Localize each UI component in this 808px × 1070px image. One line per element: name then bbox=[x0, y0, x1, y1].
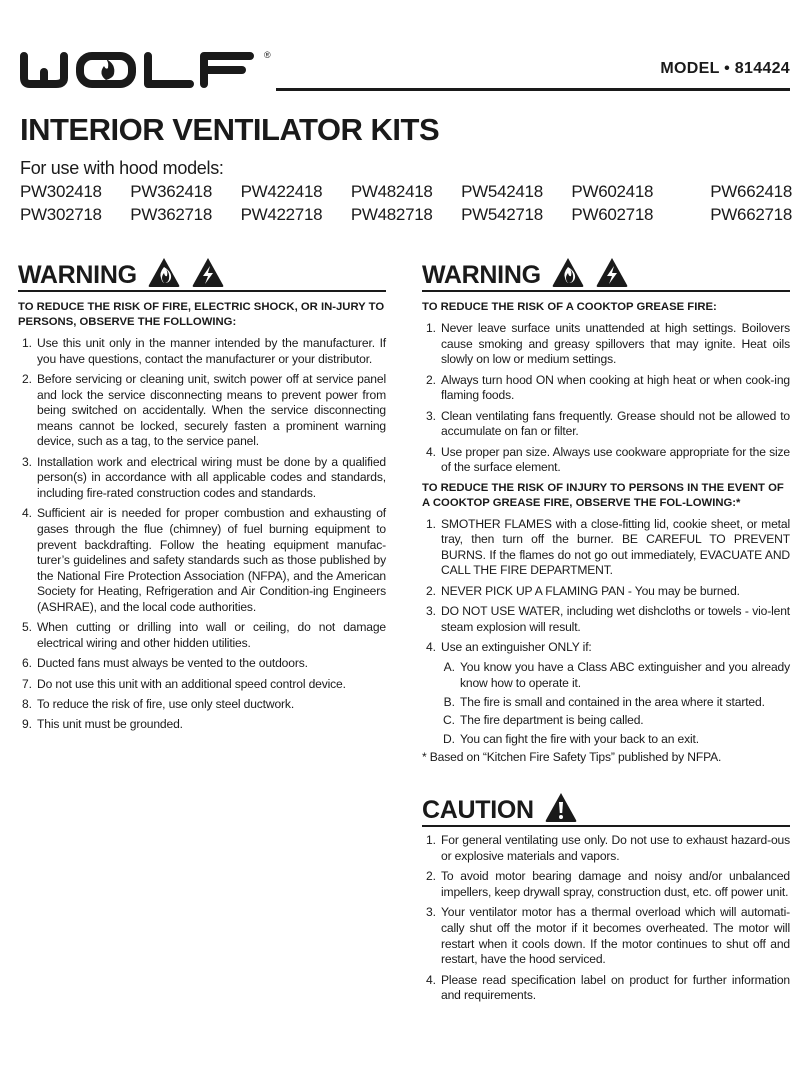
electric-shock-icon bbox=[595, 256, 629, 288]
list-item: 1. For general ventilating use only. Do not use to exhaust hazard-ous or explosive materials and vapors. bbox=[439, 833, 790, 864]
list-item: 4. Use proper pan size. Always use cookware appropriate for the size of the surface element. bbox=[439, 445, 790, 476]
list-item: 3. DO NOT USE WATER, including wet dishcloths or towels - vio-lent steam explosion will result. bbox=[439, 604, 790, 635]
model-code: PW542718 bbox=[461, 205, 543, 224]
warning-header bbox=[18, 258, 386, 292]
list-item: 1. SMOTHER FLAMES with a close-fitting lid, cookie sheet, or metal tray, then turn off the burner. BE CAREFUL TO PREVENT BURNS. If the flames do not go out immediately, EVACUATE AND CALL THE FIRE DEPARTMENT. bbox=[439, 517, 790, 579]
model-code: PW662418 bbox=[710, 182, 792, 201]
header-rule bbox=[276, 88, 790, 91]
list-item: 4. Sufficient air is needed for proper combustion and exhausting of gases through the flue (chimney) of fuel burning equipment to prevent backdrafting. Follow the heating equipment manufac-turer’s guidelines and safety standards such as those published by the National Fire Protection Association (NFPA), and the American Society for Heating, Refrigeration and Air Condition-ing Engineers (ASHRAE), and the local code authorities. bbox=[35, 506, 386, 615]
model-code: PW422418 bbox=[240, 182, 323, 201]
list-item: 2. Always turn hood ON when cooking at high heat or when cook-ing flaming foods. bbox=[439, 373, 790, 404]
list-item: 3. Your ventilator motor has a thermal overload which will automati-cally shut off the motor if it becomes overheated. The motor will restart when it cools down. If the motor continues to shut off and restart, have the hood serviced. bbox=[439, 905, 790, 967]
list-item: 3. Installation work and electrical wiring must be done by a qualified person(s) in accordance with all applicable codes and standards, including fire-rated construction codes and standards. bbox=[35, 455, 386, 502]
list-item: C. The fire department is being called. bbox=[458, 713, 790, 729]
model-code: PW662718 bbox=[710, 205, 792, 224]
list-item: 1. Never leave surface units unattended at high settings. Boilovers cause smoking and greasy spillovers that may ignite. Heat oils slowly on low or medium settings. bbox=[439, 321, 790, 368]
list-item: 1. Use this unit only in the manner intended by the manufacturer. If you have questions, contact the manufacturer or your distributor. bbox=[35, 336, 386, 367]
list-item: 4. Please read specification label on product for further information and requirements. bbox=[439, 973, 790, 1004]
electric-shock-icon bbox=[191, 256, 225, 288]
warning-subhead: TO REDUCE THE RISK OF FIRE, ELECTRIC SHOCK, OR IN-JURY TO PERSONS, OBSERVE THE FOLLOWING: bbox=[18, 301, 385, 328]
page-title: INTERIOR VENTILATOR KITS bbox=[20, 112, 440, 147]
model-grid bbox=[20, 180, 792, 226]
caution-header bbox=[422, 793, 790, 827]
list-item: 3. Clean ventilating fans frequently. Grease should not be allowed to accumulate on fan or filter. bbox=[439, 409, 790, 440]
for-use-label: For use with hood models: bbox=[20, 158, 224, 178]
warning-title-right: WARNING bbox=[422, 261, 541, 289]
fire-hazard-icon bbox=[147, 256, 181, 288]
list-item: 9. This unit must be grounded. bbox=[35, 717, 386, 733]
caution-exclamation-icon bbox=[544, 791, 578, 823]
model-code: PW602718 bbox=[571, 205, 654, 224]
model-code: PW302418 bbox=[20, 182, 102, 201]
list-item: 8. To reduce the risk of fire, use only steel ductwork. bbox=[35, 697, 386, 713]
list-item: 2. To avoid motor bearing damage and noisy and/or unbalanced impellers, keep drywall spray, construction dust, etc. off power unit. bbox=[439, 869, 790, 900]
header bbox=[18, 46, 790, 94]
wolf-logo bbox=[18, 50, 258, 90]
registered-mark: ® bbox=[264, 50, 271, 60]
model-code: PW302718 bbox=[20, 205, 102, 224]
list-item: 2. Before servicing or cleaning unit, switch power off at service panel and lock the service disconnecting means to prevent power from being switched on accidentally. When the service disconnecting means cannot be locked, securely fasten a prominent warning device, such as a tag, to the service panel. bbox=[35, 372, 386, 450]
list-item: B. The fire is small and contained in the area where it started. bbox=[458, 695, 790, 711]
footnote: * Based on “Kitchen Fire Safety Tips” published by NFPA. bbox=[422, 750, 722, 765]
list-item: 5. When cutting or drilling into wall or ceiling, do not damage electrical wiring and other hidden utilities. bbox=[35, 620, 386, 651]
warning-list bbox=[18, 336, 386, 733]
warning-title: WARNING bbox=[18, 261, 137, 289]
model-number: MODEL • 814424 bbox=[660, 60, 790, 77]
caution-list bbox=[422, 833, 790, 1003]
left-column bbox=[18, 258, 386, 738]
grease-fire-list bbox=[422, 321, 790, 476]
model-code: PW482718 bbox=[350, 205, 433, 224]
model-code: PW362718 bbox=[130, 205, 212, 224]
model-code: PW422718 bbox=[240, 205, 323, 224]
right-column bbox=[422, 258, 790, 1009]
injury-subhead: TO REDUCE THE RISK OF INJURY TO PERSONS IN THE EVENT OF A COOKTOP GREASE FIRE, OBSERVE THE FOL-LOWING:* bbox=[422, 481, 784, 509]
model-code: PW602418 bbox=[571, 182, 654, 201]
caution-title: CAUTION bbox=[422, 796, 534, 825]
warning-header-right bbox=[422, 258, 790, 292]
list-item: A. You know you have a Class ABC extinguisher and you already know how to operate it. bbox=[458, 660, 790, 691]
model-code: PW542418 bbox=[461, 182, 543, 201]
list-item: 7. Do not use this unit with an additional speed control device. bbox=[35, 677, 386, 693]
extinguisher-sublist bbox=[422, 660, 790, 747]
model-code: PW362418 bbox=[130, 182, 212, 201]
list-item: D. You can fight the fire with your back to an exit. bbox=[458, 732, 790, 748]
list-item: 2. NEVER PICK UP A FLAMING PAN - You may be burned. bbox=[439, 584, 790, 600]
injury-list bbox=[422, 517, 790, 656]
model-code: PW482418 bbox=[350, 182, 433, 201]
list-item: 6. Ducted fans must always be vented to the outdoors. bbox=[35, 656, 386, 672]
fire-hazard-icon bbox=[551, 256, 585, 288]
list-item: 4. Use an extinguisher ONLY if: bbox=[439, 640, 790, 656]
grease-fire-subhead: TO REDUCE THE RISK OF A COOKTOP GREASE FIRE: bbox=[422, 301, 717, 313]
caution-section bbox=[422, 793, 790, 1003]
